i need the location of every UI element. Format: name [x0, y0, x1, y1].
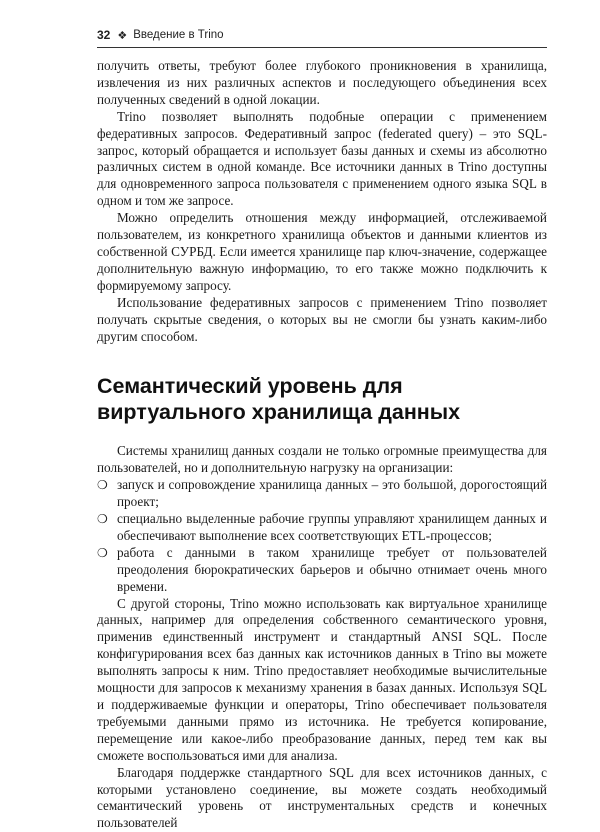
page-number: 32 [97, 28, 111, 42]
diamond-separator-icon: ❖ [117, 29, 128, 42]
circle-bullet-icon: ❍ [97, 478, 108, 493]
bullet-list [97, 477, 547, 595]
list-item [97, 477, 547, 511]
list-item-text: работа с данными в таком хранилище требует от пользователей преодоления бюрократических барьеров и обычно отнимает очень много времени. [117, 544, 547, 594]
paragraph: получить ответы, требуют более глубокого проникновения в хранилища, извлечения из них различных аспектов и последующего объединения всех полученных сведений в одной локации. [97, 58, 547, 107]
section-heading: Семантический уровень для виртуального хранилища данных [97, 374, 461, 425]
circle-bullet-icon: ❍ [97, 512, 108, 527]
page-body [97, 58, 547, 832]
paragraph: Trino позволяет выполнять подобные операции с применением федеративных запросов. Федеративный запрос (federated query) – это SQL-запрос, который обращается и использует базы данных и схемы из абсолютно различных систем в одной команде. Все источники данных в Trino доступны для одновременного запроса пользователя с применением одного языка SQL в одном и том же запросе. [97, 108, 547, 209]
paragraph: С другой стороны, Trino можно использовать как виртуальное хранилище данных, например для определения собственного семантического уровня, применив единственный инструмент и стандартный ANSI SQL. После конфигурирования всех баз данных как источников данных в Trino вы можете выполнять запросы к ним. Trino предоставляет необходимые вычислительные мощности для запросов к механизму хранения в базах данных. Используя SQL и поддерживаемые функции и операторы, Trino обеспечивает пользователя требуемыми данными прямо из источника. Не требуется копирование, перемещение или какое-либо преобразование данных, перед тем как вы сможете воспользоваться ими для анализа. [97, 595, 547, 763]
running-header [97, 28, 224, 42]
paragraph: Системы хранилищ данных создали не только огромные преимущества для пользователей, но и дополнительную нагрузку на организации: [97, 443, 547, 476]
circle-bullet-icon: ❍ [97, 545, 108, 560]
paragraph: Использование федеративных запросов с применением Trino позволяет получать скрытые сведения, о которых вы не смогли бы узнать каким-либо другим способом. [97, 294, 547, 344]
list-item [97, 545, 547, 596]
header-rule [97, 47, 547, 48]
chapter-title: Введение в Trino [133, 29, 224, 41]
list-item-text: запуск и сопровождение хранилища данных – это большой, дорогостоящий проект; [117, 477, 547, 510]
list-item [97, 511, 547, 545]
list-item-text: специально выделенные рабочие группы управляют хранилищем данных и обеспечивают выполнение всех соответствующих ETL-процессов; [117, 511, 547, 543]
paragraph: Можно определить отношения между информацией, отслеживаемой пользователем, из конкретного хранилища объектов и данными клиентов из собственной СУРБД. Если имеется хранилище пар ключ-значение, содержащее дополнительную важную информацию, то его также можно подключить к формируемому запросу. [97, 210, 547, 293]
paragraph: Благодаря поддержке стандартного SQL для всех источников данных, с которыми установлено соединение, вы можете создать необходимый семантический уровень от инструментальных средств и конечных пользователей [97, 764, 547, 831]
